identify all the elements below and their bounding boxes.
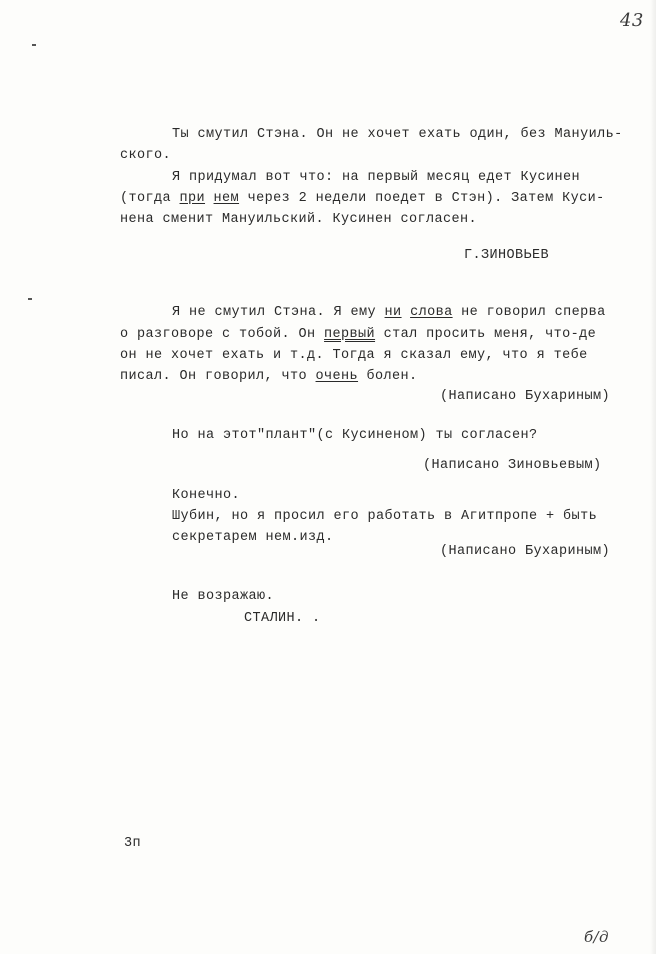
p1-line4-text-c: через 2 недели поедет в Стэн). Затем Куси- [239, 191, 605, 206]
p1-line2: ского. [120, 148, 172, 163]
signature-zinoviev: Г.ЗИНОВЬЕВ [464, 248, 550, 263]
p2-line2-text-a: о разговоре с тобой. Он [120, 327, 325, 342]
p2-line4-text-b: болен. [358, 369, 418, 384]
underlined-word: слова [410, 305, 453, 320]
p2-line1 [172, 305, 606, 321]
p4-line2: Шубин, но я просил его работать в Агитпропе + быть [172, 509, 598, 524]
attribution-bukharin-1: (Написано Бухариным) [440, 389, 611, 404]
attribution-zinoviev: (Написано Зиновьевым) [423, 458, 602, 473]
p2-line2-text-b: стал просить меня, что-де [375, 327, 597, 342]
underlined-word: очень [315, 369, 359, 384]
p3-line1: Но на этот"плант"(с Кусиненом) ты согласен? [172, 428, 538, 443]
handwritten-bottom-mark: б/д [584, 928, 609, 946]
p1-line4-text-a: (тогда [120, 191, 180, 206]
p1-line4 [120, 191, 605, 207]
p2-line1-text-a: Я не смутил Стэна. Я ему [172, 305, 385, 320]
p4-line1: Конечно. [172, 488, 241, 503]
margin-speck [32, 44, 36, 46]
p1-line5: нена сменит Мануильский. Кусинен согласен. [120, 212, 478, 227]
p2-line4-text-a: писал. Он говорил, что [120, 369, 316, 384]
p2-line1-text-c: не говорил сперва [452, 305, 606, 320]
p2-line2 [120, 327, 596, 343]
underlined-word: при [179, 191, 206, 206]
p5-line1: Не возражаю. [172, 589, 275, 604]
handwritten-page-number: 43 [620, 10, 644, 31]
underlined-word: нем [213, 191, 240, 206]
underlined-word: ни [384, 305, 402, 320]
footer-mark: 3п [124, 836, 142, 851]
p1-line3: Я придумал вот что: на первый месяц едет Кусинен [172, 170, 581, 185]
page-edge-shadow [650, 0, 656, 954]
margin-speck [28, 298, 32, 300]
p2-line1-space [402, 305, 411, 320]
p2-line3: он не хочет ехать и т.д. Тогда я сказал ему, что я тебе [120, 348, 588, 363]
double-underlined-word: первый [324, 327, 376, 342]
signature-stalin: СТАЛИН. . [244, 611, 321, 626]
p1-line4-space [205, 191, 214, 206]
p4-line3: секретарем нем.изд. [172, 530, 334, 545]
p1-line1: Ты смутил Стэна. Он не хочет ехать один, без Мануиль- [172, 127, 623, 142]
attribution-bukharin-2: (Написано Бухариным) [440, 544, 611, 559]
p2-line4 [120, 369, 418, 385]
